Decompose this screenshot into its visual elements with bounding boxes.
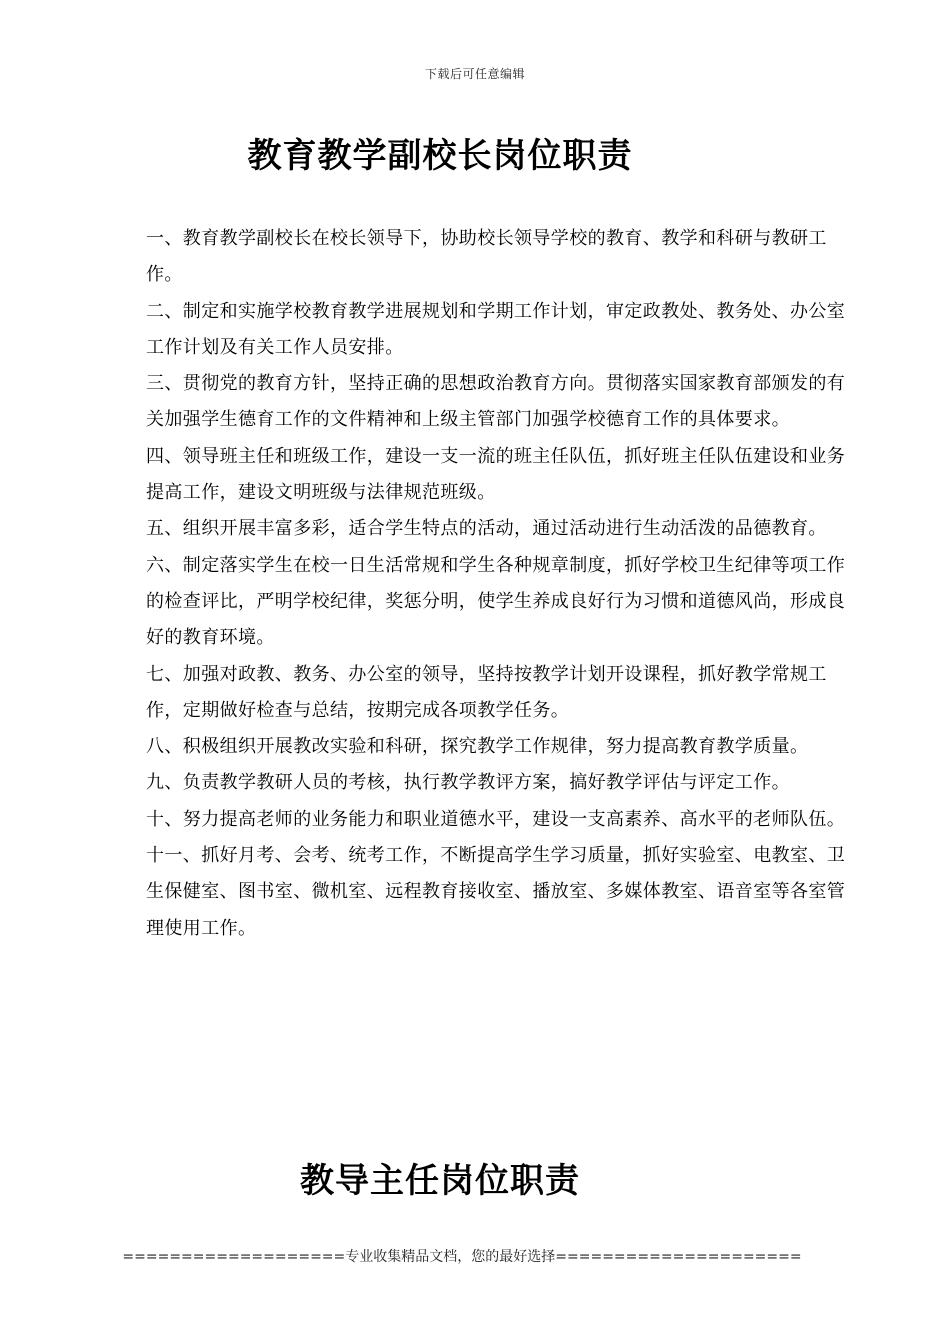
section-title-vice-principal: 教育教学副校长岗位职责: [247, 136, 633, 176]
duty-item: 一、教育教学副校长在校长领导下，协助校长领导学校的教育、教学和科研与教研工作。: [146, 228, 827, 286]
section-title-dean: 教导主任岗位职责: [300, 1161, 580, 1201]
duty-item: 八、积极组织开展教改实验和科研，探究教学工作规律，努力提高教育教学质量。: [146, 736, 809, 758]
duty-item: 六、制定落实学生在校一日生活常规和学生各种规章制度，抓好学校卫生纪律等项工作的检查评比，严明学校纪律，奖惩分明，使学生养成良好行为习惯和道德风尚，形成良好的教育环境。: [146, 554, 846, 649]
duty-item: 七、加强对政教、教务、办公室的领导，坚持按教学计划开设课程，抓好教学常规工作，定期做好检查与总结，按期完成各项教学任务。: [146, 663, 827, 721]
duty-item: 十、努力提高老师的业务能力和职业道德水平，建设一支高素养、高水平的老师队伍。: [146, 808, 846, 830]
footer-note: ===================专业收集精品文档，您的最好选择=====================: [122, 1249, 802, 1265]
duty-item: 二、制定和实施学校教育教学进展规划和学期工作计划，审定政教处、教务处、办公室工作计划及有关工作人员安排。: [146, 300, 846, 358]
duty-item: 九、负责教学教研人员的考核，执行教学教评方案，搞好教学评估与评定工作。: [146, 772, 790, 794]
duty-item: 三、贯彻党的教育方针，坚持正确的思想政治教育方向。贯彻落实国家教育部颁发的有关加强学生德育工作的文件精神和上级主管部门加强学校德育工作的具体要求。: [146, 373, 846, 431]
duty-item: 四、领导班主任和班级工作，建设一支一流的班主任队伍，抓好班主任队伍建设和业务提高工作，建设文明班级与法律规范班级。: [146, 445, 846, 504]
duties-list: [146, 221, 852, 947]
duty-item: 五、组织开展丰富多彩，适合学生特点的活动，通过活动进行生动活泼的品德教育。: [146, 518, 827, 540]
header-note: 下载后可任意编辑: [424, 67, 525, 81]
duty-item: 十一、抓好月考、会考、统考工作，不断提高学生学习质量，抓好实验室、电教室、卫生保健室、图书室、微机室、远程教育接收室、播放室、多媒体教室、语音室等各室管理使用工作。: [146, 845, 846, 939]
